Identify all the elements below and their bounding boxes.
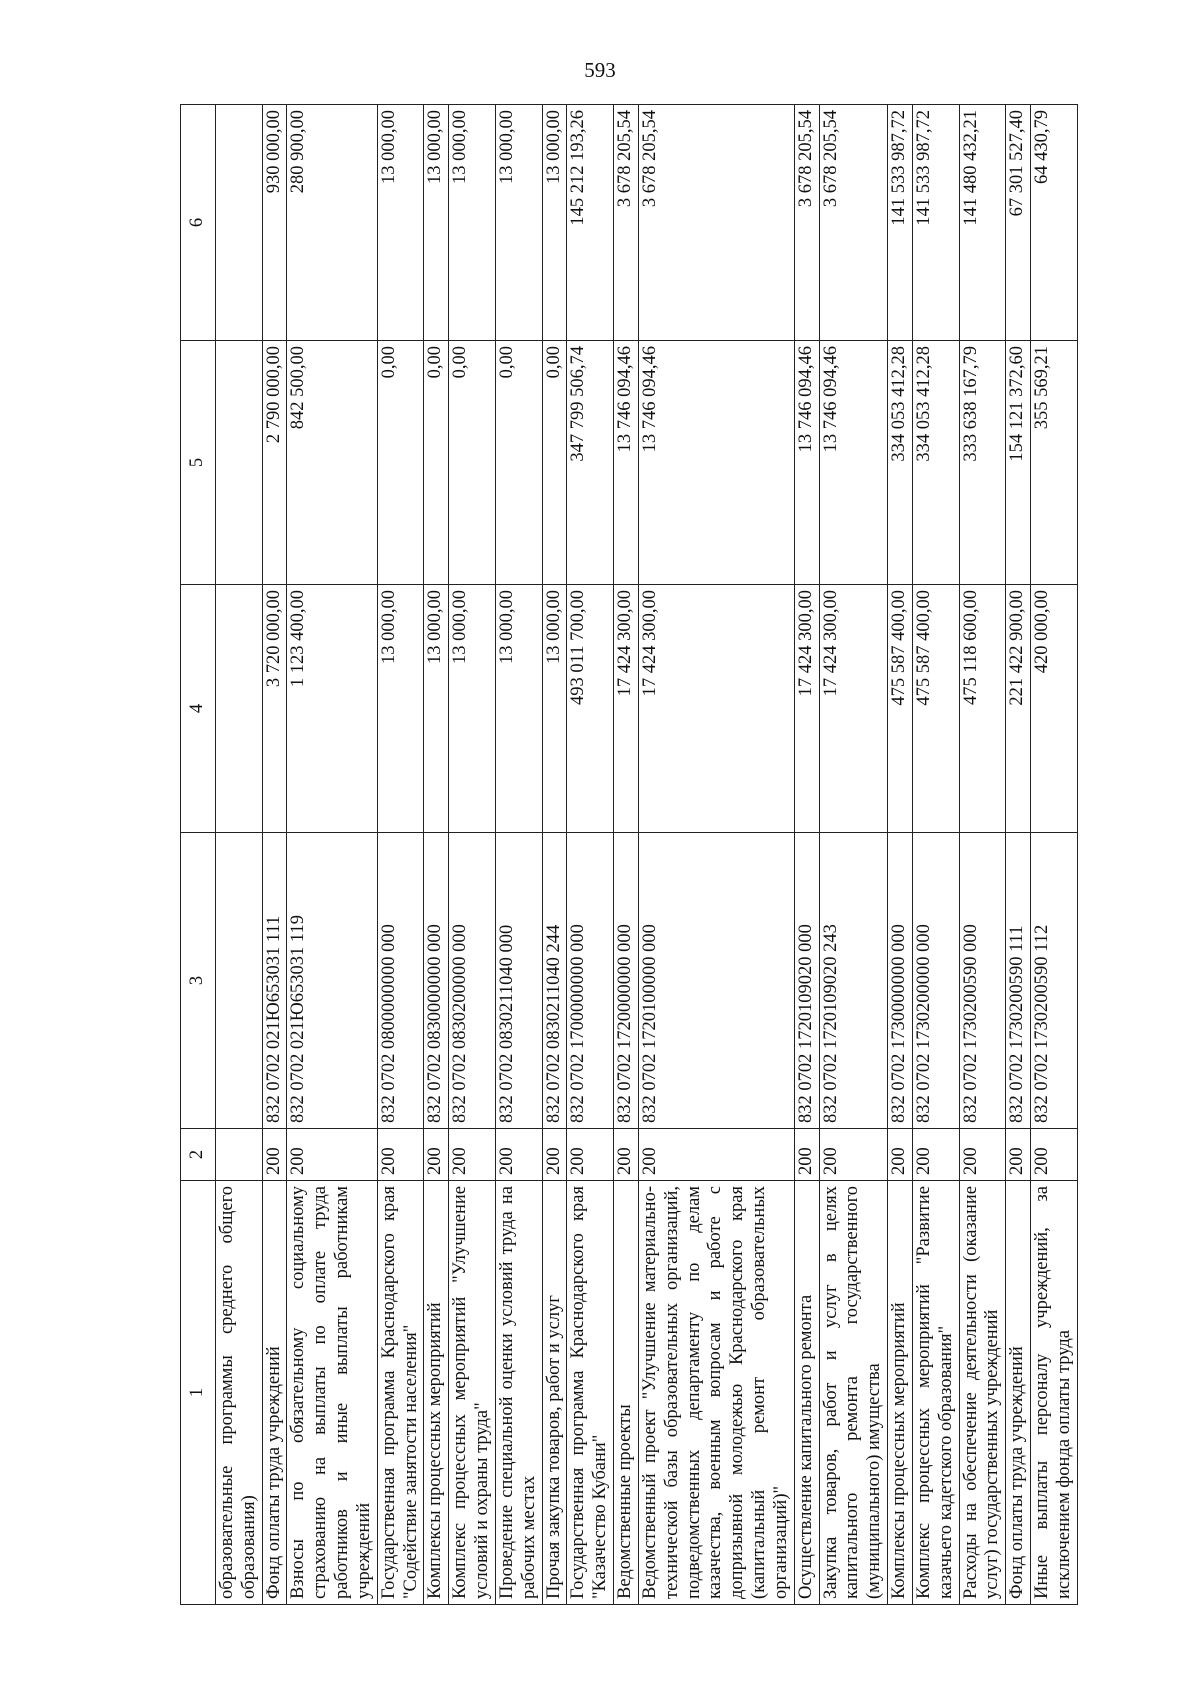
row-rz-cell: 200 (567, 1129, 614, 1181)
row-name-cell: Комплекс процессных мероприятий "Развитие казачьего кадетского образования" (912, 1181, 959, 1605)
row-executed-cell: 13 746 094,46 (638, 341, 794, 585)
row-name-cell: образовательные программы среднего общего образования) (216, 1181, 263, 1605)
row-executed-cell: 355 569,21 (1030, 341, 1077, 585)
row-code-cell: 832 0702 1720000000 000 (614, 833, 639, 1129)
row-remainder-cell: 13 000,00 (424, 105, 449, 341)
row-amount-cell: 13 000,00 (449, 585, 496, 833)
row-name-cell: Закупка товаров, работ и услуг в целях капитального ремонта государственного (муниципального) имущества (819, 1181, 887, 1605)
row-executed-cell: 13 746 094,46 (794, 341, 819, 585)
row-amount-cell: 17 424 300,00 (794, 585, 819, 833)
table-row (495, 105, 542, 1605)
row-rz-cell: 200 (1006, 1129, 1031, 1181)
row-amount-cell: 475 587 400,00 (912, 585, 959, 833)
row-code-cell: 832 0702 021Ю653031 111 (262, 833, 287, 1129)
row-name-cell: Осуществление капитального ремонта (794, 1181, 819, 1605)
row-executed-cell: 13 746 094,46 (819, 341, 887, 585)
row-name-cell: Фонд оплаты труда учреждений (262, 1181, 287, 1605)
row-executed-cell: 0,00 (449, 341, 496, 585)
row-rz-cell: 200 (614, 1129, 639, 1181)
row-amount-cell: 493 011 700,00 (567, 585, 614, 833)
row-rz-cell: 200 (959, 1129, 1006, 1181)
table-row (959, 105, 1006, 1605)
row-name-cell: Взносы по обязательному социальному страхованию на выплаты по оплате труда работников и иные выплаты работникам учреждений (287, 1181, 377, 1605)
row-rz-cell: 200 (287, 1129, 377, 1181)
table-row (819, 105, 887, 1605)
row-remainder-cell: 64 430,79 (1030, 105, 1077, 341)
table-row (449, 105, 496, 1605)
row-remainder-cell (216, 105, 263, 341)
table-row (638, 105, 794, 1605)
row-rz-cell: 200 (424, 1129, 449, 1181)
rotated-table-container (180, 105, 1074, 1605)
row-executed-cell: 154 121 372,60 (1006, 341, 1031, 585)
row-amount-cell: 17 424 300,00 (819, 585, 887, 833)
row-name-cell: Ведомственный проект "Улучшение материально-технической базы образовательных организаций, подведомственных департаменту по делам казачества, военным вопросам и работе с допризывной молодежью Краснодарского края (капитальный ремонт образовательных организаций)" (638, 1181, 794, 1605)
row-executed-cell: 0,00 (377, 341, 424, 585)
row-name-cell: Проведение специальной оценки условий труда на рабочих местах (495, 1181, 542, 1605)
row-remainder-cell: 145 212 193,26 (567, 105, 614, 341)
row-name-cell: Комплекс процессных мероприятий "Улучшение условий и охраны труда" (449, 1181, 496, 1605)
row-rz-cell: 200 (449, 1129, 496, 1181)
table-row (888, 105, 913, 1605)
column-header: 2 (181, 1129, 216, 1181)
row-code-cell: 832 0702 0830000000 000 (424, 833, 449, 1129)
row-code-cell (216, 833, 263, 1129)
row-rz-cell: 200 (912, 1129, 959, 1181)
row-remainder-cell: 3 678 205,54 (794, 105, 819, 341)
row-remainder-cell: 13 000,00 (542, 105, 567, 341)
row-name-cell: Государственная программа Краснодарского края "Содействие занятости населения" (377, 1181, 424, 1605)
column-header: 6 (181, 105, 216, 341)
row-code-cell: 832 0702 021Ю653031 119 (287, 833, 377, 1129)
column-header: 1 (181, 1181, 216, 1605)
table-row (614, 105, 639, 1605)
row-code-cell: 832 0702 0830211040 000 (495, 833, 542, 1129)
row-code-cell: 832 0702 0800000000 000 (377, 833, 424, 1129)
row-rz-cell: 200 (819, 1129, 887, 1181)
row-amount-cell: 13 000,00 (542, 585, 567, 833)
row-amount-cell: 475 118 600,00 (959, 585, 1006, 833)
row-code-cell: 832 0702 1730200000 000 (912, 833, 959, 1129)
row-executed-cell: 334 053 412,28 (888, 341, 913, 585)
table-header-row (181, 105, 216, 1605)
row-remainder-cell: 3 678 205,54 (819, 105, 887, 341)
row-remainder-cell: 3 678 205,54 (638, 105, 794, 341)
page-number: 593 (584, 58, 616, 82)
row-executed-cell: 842 500,00 (287, 341, 377, 585)
row-name-cell: Расходы на обеспечение деятельности (оказание услуг) государственных учреждений (959, 1181, 1006, 1605)
row-executed-cell: 334 053 412,28 (912, 341, 959, 585)
row-code-cell: 832 0702 0830211040 244 (542, 833, 567, 1129)
column-header: 3 (181, 833, 216, 1129)
column-header: 4 (181, 585, 216, 833)
row-name-cell: Иные выплаты персоналу учреждений, за исключением фонда оплаты труда (1030, 1181, 1077, 1605)
row-executed-cell: 0,00 (542, 341, 567, 585)
row-amount-cell: 13 000,00 (495, 585, 542, 833)
table-row (912, 105, 959, 1605)
row-remainder-cell: 13 000,00 (495, 105, 542, 341)
table-row (262, 105, 287, 1605)
row-executed-cell: 2 790 000,00 (262, 341, 287, 585)
row-remainder-cell: 141 533 987,72 (912, 105, 959, 341)
row-amount-cell: 221 422 900,00 (1006, 585, 1031, 833)
row-code-cell: 832 0702 1720109020 000 (794, 833, 819, 1129)
row-code-cell: 832 0702 1730200590 111 (1006, 833, 1031, 1129)
row-remainder-cell: 930 000,00 (262, 105, 287, 341)
table-row (1006, 105, 1031, 1605)
row-amount-cell: 13 000,00 (424, 585, 449, 833)
row-remainder-cell: 13 000,00 (449, 105, 496, 341)
row-amount-cell: 420 000,00 (1030, 585, 1077, 833)
row-code-cell: 832 0702 1720109020 243 (819, 833, 887, 1129)
row-remainder-cell: 280 900,00 (287, 105, 377, 341)
row-amount-cell: 3 720 000,00 (262, 585, 287, 833)
table-row (794, 105, 819, 1605)
row-rz-cell: 200 (888, 1129, 913, 1181)
table-row (424, 105, 449, 1605)
row-name-cell: Ведомственные проекты (614, 1181, 639, 1605)
budget-table (180, 104, 1078, 1605)
row-code-cell: 832 0702 1730000000 000 (888, 833, 913, 1129)
row-rz-cell: 200 (262, 1129, 287, 1181)
row-name-cell: Комплексы процессных мероприятий (888, 1181, 913, 1605)
row-executed-cell: 347 799 506,74 (567, 341, 614, 585)
row-amount-cell: 17 424 300,00 (638, 585, 794, 833)
row-code-cell: 832 0702 1730200590 000 (959, 833, 1006, 1129)
row-rz-cell: 200 (542, 1129, 567, 1181)
row-name-cell: Государственная программа Краснодарского края "Казачество Кубани" (567, 1181, 614, 1605)
row-amount-cell: 475 587 400,00 (888, 585, 913, 833)
table-row (567, 105, 614, 1605)
row-remainder-cell: 3 678 205,54 (614, 105, 639, 341)
row-executed-cell: 0,00 (424, 341, 449, 585)
table-row (1030, 105, 1077, 1605)
table-row (542, 105, 567, 1605)
column-header: 5 (181, 341, 216, 585)
row-remainder-cell: 67 301 527,40 (1006, 105, 1031, 341)
row-executed-cell: 333 638 167,79 (959, 341, 1006, 585)
row-executed-cell: 0,00 (495, 341, 542, 585)
table-row (216, 105, 263, 1605)
row-rz-cell (216, 1129, 263, 1181)
row-amount-cell (216, 585, 263, 833)
row-code-cell: 832 0702 0830200000 000 (449, 833, 496, 1129)
row-executed-cell: 13 746 094,46 (614, 341, 639, 585)
row-rz-cell: 200 (377, 1129, 424, 1181)
table-row (377, 105, 424, 1605)
row-code-cell: 832 0702 1730200590 112 (1030, 833, 1077, 1129)
row-name-cell: Прочая закупка товаров, работ и услуг (542, 1181, 567, 1605)
row-rz-cell: 200 (638, 1129, 794, 1181)
row-name-cell: Комплексы процессных мероприятий (424, 1181, 449, 1605)
row-remainder-cell: 13 000,00 (377, 105, 424, 341)
row-executed-cell (216, 341, 263, 585)
table-body (216, 105, 1078, 1605)
row-amount-cell: 13 000,00 (377, 585, 424, 833)
row-rz-cell: 200 (794, 1129, 819, 1181)
row-remainder-cell: 141 480 432,21 (959, 105, 1006, 341)
row-name-cell: Фонд оплаты труда учреждений (1006, 1181, 1031, 1605)
row-code-cell: 832 0702 1700000000 000 (567, 833, 614, 1129)
row-amount-cell: 17 424 300,00 (614, 585, 639, 833)
row-code-cell: 832 0702 1720100000 000 (638, 833, 794, 1129)
row-rz-cell: 200 (1030, 1129, 1077, 1181)
row-amount-cell: 1 123 400,00 (287, 585, 377, 833)
row-rz-cell: 200 (495, 1129, 542, 1181)
table-row (287, 105, 377, 1605)
row-remainder-cell: 141 533 987,72 (888, 105, 913, 341)
